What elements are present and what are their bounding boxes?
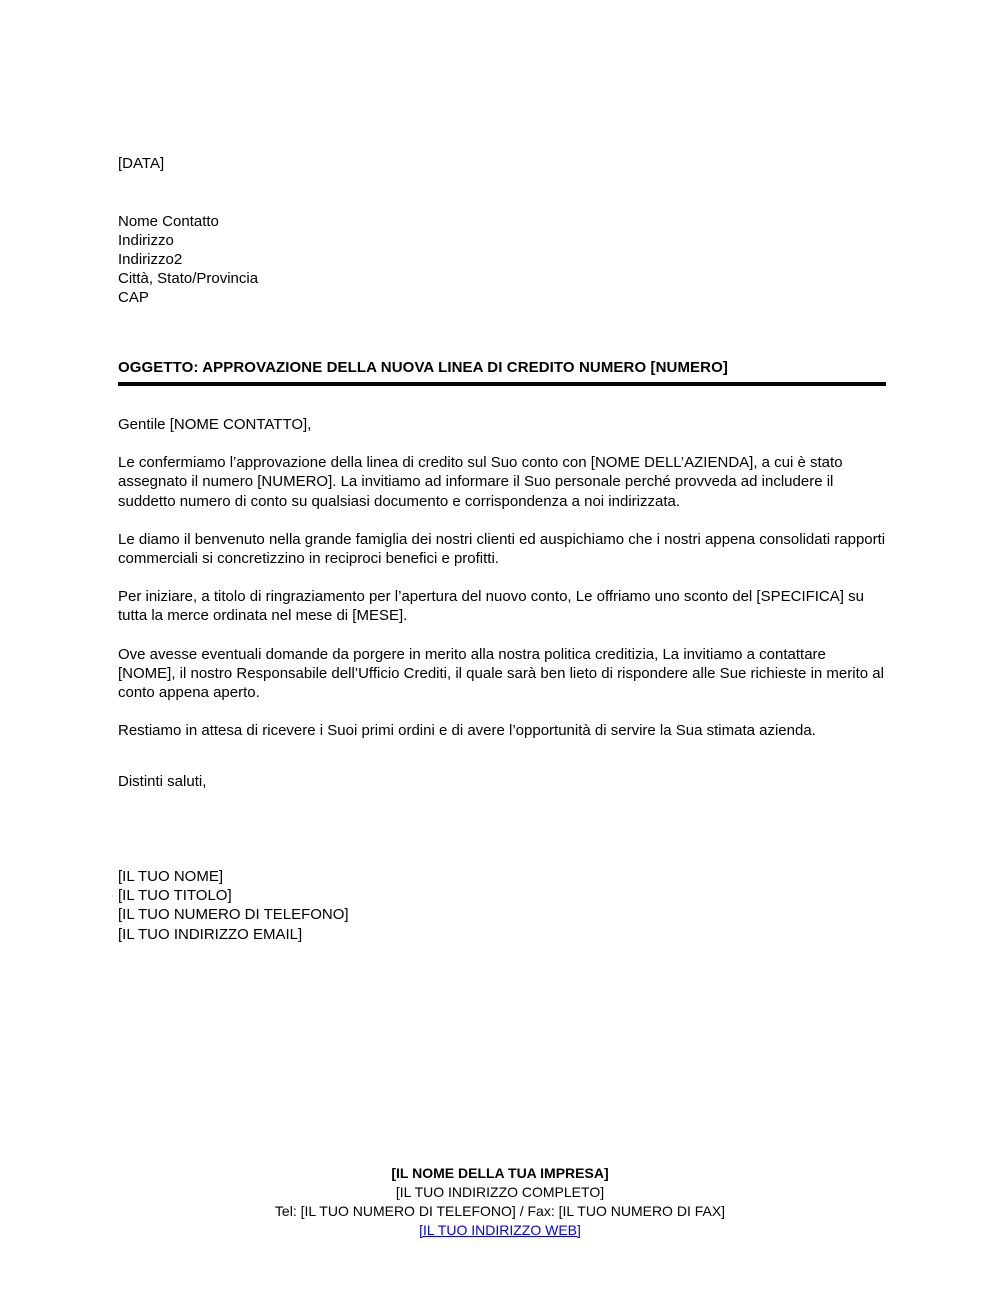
recipient-name: Nome Contatto bbox=[118, 213, 219, 230]
body-paragraph-4: Ove avesse eventuali domande da porgere in merito alla nostra politica creditizia, La invitiamo a contattare [NOME], il nostro Responsabile dell’Ufficio Crediti, il quale sarà ben lieto di rispondere alle Sue richieste in merito al conto appena aperto. bbox=[118, 645, 884, 702]
subject-divider-rule bbox=[118, 382, 886, 386]
date-field: [DATA] bbox=[118, 155, 165, 172]
closing-line: Distinti saluti, bbox=[118, 773, 207, 790]
body-paragraph-5: Restiamo in attesa di ricevere i Suoi primi ordini e di avere l’opportunità di servire la Sua stimata azienda. bbox=[118, 722, 816, 740]
signature-title: [IL TUO TITOLO] bbox=[118, 887, 232, 905]
salutation-line: Gentile [NOME CONTATTO], bbox=[118, 416, 312, 433]
recipient-city-state: Città, Stato/Provincia bbox=[118, 270, 259, 287]
recipient-postal-code: CAP bbox=[118, 289, 149, 306]
letter-body bbox=[118, 415, 886, 759]
footer-website-link[interactable] bbox=[0, 1221, 1000, 1240]
subject-block bbox=[118, 358, 886, 386]
page-footer bbox=[0, 1164, 1000, 1240]
body-paragraph-3: Per iniziare, a titolo di ringraziamento per l’apertura del nuovo conto, Le offriamo uno sconto del [SPECIFICA] su tutta la merce ordinata nel mese di [MESE]. bbox=[118, 588, 864, 625]
body-paragraph-1: Le confermiamo l’approvazione della linea di credito sul Suo conto con [NOME DELL’AZIENDA], a cui è stato assegnato il numero [NUMERO]. La invitiamo ad informare il Suo personale perché provveda ad includere il suddetto numero di conto su qualsiasi documento e corrispondenza a noi indirizzata. bbox=[118, 454, 843, 510]
recipient-address-line-2: Indirizzo2 bbox=[118, 251, 183, 268]
signature-phone: [IL TUO NUMERO DI TELEFONO] bbox=[118, 906, 349, 924]
signature-block bbox=[118, 867, 349, 944]
footer-website-link-text[interactable]: [IL TUO INDIRIZZO WEB] bbox=[419, 1222, 581, 1238]
body-paragraph-2: Le diamo il benvenuto nella grande famiglia dei nostri clienti ed auspichiamo che i nostri appena consolidati rapporti commerciali si concretizzino in reciproci benefici e profitti. bbox=[118, 530, 886, 568]
subject-line: OGGETTO: APPROVAZIONE DELLA NUOVA LINEA DI CREDITO NUMERO [NUMERO] bbox=[118, 359, 728, 376]
recipient-address-block bbox=[118, 212, 258, 307]
signature-name: [IL TUO NOME] bbox=[118, 868, 224, 885]
recipient-address-line-1: Indirizzo bbox=[118, 232, 174, 249]
footer-contact: Tel: [IL TUO NUMERO DI TELEFONO] / Fax: [IL TUO NUMERO DI FAX] bbox=[274, 1203, 726, 1219]
footer-company-name: [IL NOME DELLA TUA IMPRESA] bbox=[391, 1165, 609, 1181]
signature-email: [IL TUO INDIRIZZO EMAIL] bbox=[118, 925, 303, 943]
footer-address: [IL TUO INDIRIZZO COMPLETO] bbox=[395, 1184, 605, 1200]
